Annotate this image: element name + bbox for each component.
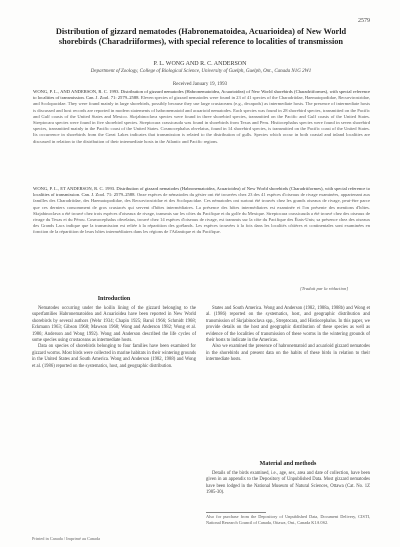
abstract-fr-citation: WONG, P. L., ET ANDERSON, R. C. 1993. Distribution of gizzard nematodes (Habronematoidea, Acuarioidea) of New World shorebirds (Charadriiformes), with special reference to localities of transmission. Can. J. Zool. 71: 2579–2588. bbox=[33, 186, 370, 198]
intro-paragraph-2: Data on species of shorebirds belonging to four families have been examined for gizzard worms. Most birds were collected in marine habitats in their wintering grounds in the United States and South America. Wong and Anderson (1982, 1988) and Wong et al. (1986) reported on the systematics, host, and geographic distribution. bbox=[32, 344, 196, 369]
introduction-heading: Introduction bbox=[97, 296, 131, 302]
abstract-fr-body: Onze espèces de nématodes du gésier ont été trouvées chez 23 des 41 espèces d'oiseaux de rivage examinées, appartenant aux familles des Charadriidae, des Haematopodidae, des Recurvirostridae et des Scolopacidae. Ces nématodes ont surtout été trouvés chez les grands oiseaux de rivage, peut-être parce que ces derniers consomment de gros crustacés qui servent d'hôtes intermédiaires. La présence des hôtes intermédiaires est examinée et l'on présente des mentions d'hôtes. Skrjabinoclava a été trouvé chez trois espèces d'oiseaux de rivage, transmis sur les côtes du Pacifique et du golfe du Mexique. Streptocara crassicauda a été trouvé chez des oiseaux de rivage du Texas et du Pérou. Cosmocephalus obvelatus, trouvé chez 14 espèces d'oiseaux de rivage, est transmis sur la côte du Pacifique des États-Unis; sa présence chez des oiseaux des Grands Lacs indique que la transmission est reliée à la répartition des goélands. Les espèces trouvées à la fois dans les localités côtières et continentales sont examinées en fonction de la répartition de leurs hôtes intermédiaires dans les régions de l'Atlantique et du Pacifique. bbox=[33, 192, 371, 235]
page-number: 2579 bbox=[358, 18, 370, 24]
methods-heading: Material and methods bbox=[259, 461, 317, 467]
footnote-divider bbox=[206, 512, 266, 513]
authors: P. L. WONG AND R. C. ANDERSON bbox=[153, 61, 247, 67]
paper-title: Distribution of gizzard nematodes (Habronematoidea, Acuarioidea) of New World shorebirds (Charadriiformes), with special reference to localities of transmission bbox=[55, 27, 347, 47]
abstract-en-citation: WONG, P. L., AND ANDERSON, R. C. 1993. Distribution of gizzard nematodes (Habronematoidea, Acuarioidea) of New World shorebirds (Charadriiformes), with special reference to localities of transmission. Can. J. Zool. 71: 2579–2588. bbox=[33, 89, 370, 101]
introduction-column bbox=[32, 306, 196, 370]
methods-column bbox=[206, 471, 370, 497]
intro-paragraph-1: Nematodes occurring under the koilin lining of the gizzard belonging to the superfamilies Habronematoidea and Acuarioidea have been reported in New World shorebirds by several authors (Wehr 1934; Chapin 1925; Baruš 1966; Schmidt 1968; Eckmann 1963; Gibson 1968; Mawson 1968; Wong and Anderson 1982; Wong et al. 1986; Anderson and Wong 1992). Wong and Anderson described the life cycles of some species using crustaceans as intermediate hosts. bbox=[32, 306, 196, 344]
right-column bbox=[206, 306, 370, 364]
abstract-english bbox=[33, 89, 370, 145]
abstract-en-body: Eleven species of gizzard nematodes were found in 23 of 41 species of the Charadriidae, Haematopodidae, Recurvirostridae, and Scolopacidae. They were found mainly in large shorebirds, possibly because they use large crustaceans (e.g., decapods) as intermediate hosts. The presence of intermediate hosts is discussed and host records are reported in modern statements of habronematoid and acuarioid nematodes. Each species was found in 28 shorebird species, transmitted on the Pacific and Gulf coasts of the United States and Mexico. Skrjabinoclava species were found in three shorebird species, transmitted on the Pacific and Gulf coasts of the United States. Streptocara species were found in five shorebird species. Streptocara crassicauda was found in shorebirds from Texas and Peru. Histiocephalus species were found in seven shorebird species, transmitted mainly in the Pacific coast of the United States. Cosmocephalus obvelatus, found in 14 shorebird species, is transmitted on the Pacific coast of the United States. Its occurrence in shorebirds from the Great Lakes indicates that transmission is related to the distribution of gulls. Species which occur in both coastal and inland localities are discussed in relation to the distribution of their intermediate hosts in the Atlantic and Pacific regions. bbox=[33, 95, 371, 144]
affiliation: Department of Zoology, College of Biological Science, University of Guelph, Guelph, Ont., Canada N1G 2W1 bbox=[90, 69, 312, 74]
printed-in-note: Printed in Canada / Imprimé au Canada bbox=[32, 536, 101, 541]
right-paragraph-1: States and South America. Wong and Anderson (1982, 1988a, 1988b) and Wong et al. (1986) reported on the systematics, host, and geographic distribution and transmission of Skrjabinoclava spp., Streptocara, and Histiocephalus. In this paper, we provide details on the host and geographic distribution of these species as well as evidence of the localities of transmission of these worms in the wintering grounds of their hosts to indicate in the Americas. bbox=[206, 306, 370, 344]
right-paragraph-2: Also we examined the presence of habronematoid and acuarioid gizzard nematodes in the shorebirds and present data on the habits of these birds in relation to their intermediate hosts. bbox=[206, 344, 370, 363]
abstract-french bbox=[33, 186, 370, 236]
methods-paragraph-1: Details of the birds examined, i.e., age, sex, area and date of collection, have been given in an appendix to the Depository of Unpublished Data. Most gizzard nematodes have been lodged in the National Museum of Natural Sciences, Ottawa (Cat. No. 1Z 1985-30). bbox=[206, 471, 370, 496]
received-date: Received January 19, 1993 bbox=[172, 82, 228, 87]
translation-note: [Traduit par la rédaction] bbox=[300, 286, 349, 291]
footnote: Also for purchase from the Depository of Unpublished Data, Document Delivery, CISTI, National Research Council of Canada, Ottawa, Ont., Canada K1A 0S2. bbox=[206, 514, 370, 525]
